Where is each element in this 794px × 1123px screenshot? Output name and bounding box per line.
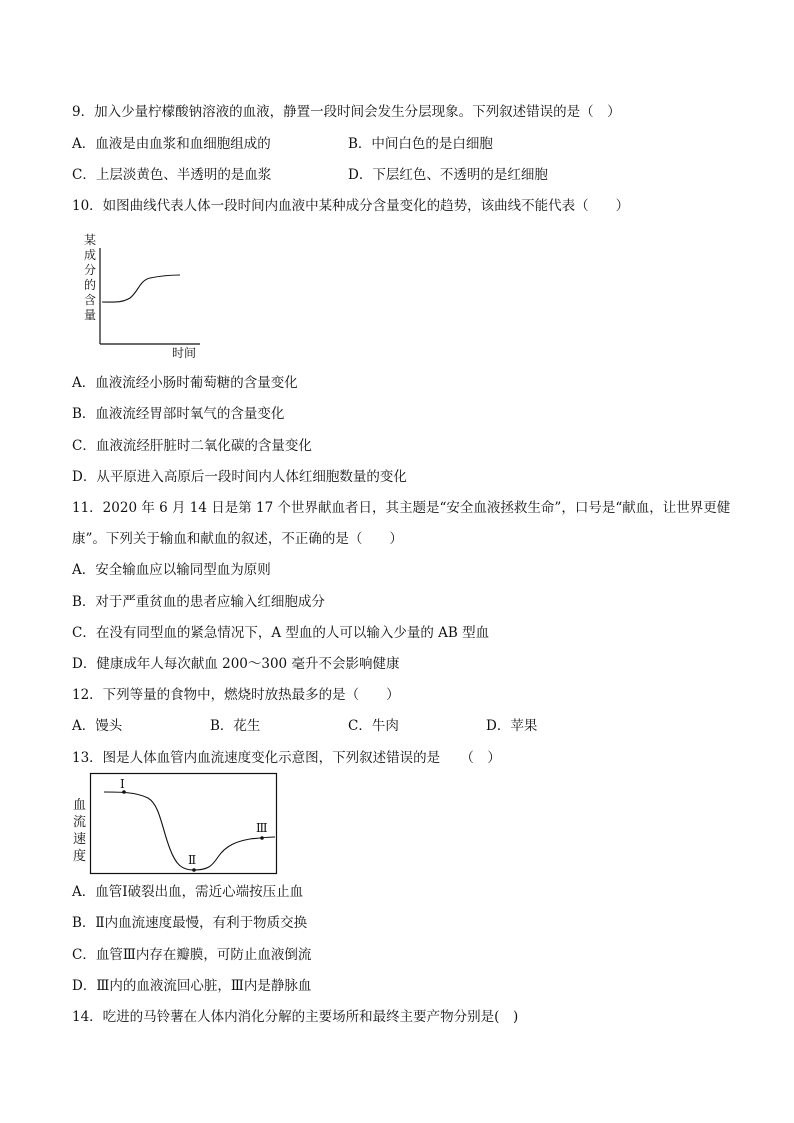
q9-option-d: D．下层红色、不透明的是红细胞: [348, 167, 548, 183]
q13-frame: [91, 774, 277, 874]
q13-label-3: Ⅲ: [256, 821, 268, 835]
q12-stem: 12．下列等量的食物中，燃烧时放热最多的是（ ）: [72, 687, 400, 703]
q13-stem: 13．图是人体血管内血流速度变化示意图，下列叙述错误的是 （ ）: [72, 750, 501, 766]
q13-label-2: Ⅱ: [188, 853, 197, 867]
q13-point-3: [260, 836, 264, 840]
q10-ylabel-char: 量: [84, 308, 97, 322]
q13-option-a: A．血管Ⅰ破裂出血，需近心端按压止血: [72, 884, 304, 900]
q10-ylabel-char: 成: [84, 248, 97, 262]
q12-option-d: D．苹果: [486, 718, 538, 734]
q10-ylabel-char: 的: [84, 278, 97, 292]
q9-option-b: B．中间白色的是白细胞: [348, 136, 493, 152]
q14-stem: 14．吃进的马铃薯在人体内消化分解的主要场所和最终主要产物分别是( ): [72, 1009, 519, 1025]
q10-stem: 10．如图曲线代表人体一段时间内血液中某种成分含量变化的趋势，该曲线不能代表（ ）: [72, 198, 630, 214]
q13-ylabel-char: 血: [73, 798, 87, 813]
q13-blood-flow-figure: [70, 771, 280, 877]
q10-option-d: D．从平原进入高原后一段时间内人体红细胞数量的变化: [72, 469, 407, 485]
q10-ylabel-char: 含: [84, 293, 97, 307]
q10-option-b: B．血液流经胃部时氧气的含量变化: [72, 406, 285, 422]
q10-curve-figure: [78, 232, 208, 362]
q13-option-b: B．Ⅱ内血流速度最慢，有利于物质交换: [72, 915, 308, 931]
q12-option-c: C．牛肉: [348, 718, 399, 734]
q9-stem: 9．加入少量柠檬酸钠溶液的血液，静置一段时间会发生分层现象。下列叙述错误的是（ ）: [72, 104, 621, 120]
q9-option-c: C．上层淡黄色、半透明的是血浆: [72, 167, 272, 183]
q13-ylabel-char: 流: [73, 815, 87, 830]
q11-stem-line1: 11．2020 年 6 月 14 日是第 17 个世界献血者日，其主题是“安全血液拯救生命”，口号是“献血，让世界更健: [72, 500, 731, 516]
q10-curve: [102, 275, 180, 302]
q13-ylabel-char: 度: [73, 849, 87, 864]
q10-ylabel-char: 分: [84, 263, 97, 277]
q11-option-b: B．对于严重贫血的患者应输入红细胞成分: [72, 594, 325, 610]
q11-option-c: C．在没有同型血的紧急情况下，A 型血的人可以输入少量的 AB 型血: [72, 625, 490, 641]
q13-point-2: [192, 868, 196, 872]
q11-option-a: A．安全输血应以输同型血为原则: [72, 562, 271, 578]
q13-ylabel-char: 速: [73, 832, 87, 847]
q13-option-d: D．Ⅲ内的血液流回心脏，Ⅲ内是静脉血: [72, 978, 312, 994]
q13-label-1: Ⅰ: [120, 777, 125, 791]
q11-option-d: D．健康成年人每次献血 200～300 毫升不会影响健康: [72, 656, 400, 672]
q10-ylabel-char: 某: [84, 233, 97, 247]
q12-option-a: A．馒头: [72, 718, 123, 734]
q13-option-c: C．血管Ⅲ内存在瓣膜，可防止血液倒流: [72, 947, 312, 963]
q9-option-a: A．血液是由血浆和血细胞组成的: [72, 136, 271, 152]
q11-stem-line2: 康”。下列关于输血和献血的叙述，不正确的是（ ）: [72, 531, 403, 547]
q10-xlabel: 时间: [172, 346, 197, 360]
q10-option-a: A．血液流经小肠时葡萄糖的含量变化: [72, 375, 298, 391]
q12-option-b: B．花生: [210, 718, 261, 734]
q10-option-c: C．血液流经肝脏时二氧化碳的含量变化: [72, 438, 312, 454]
